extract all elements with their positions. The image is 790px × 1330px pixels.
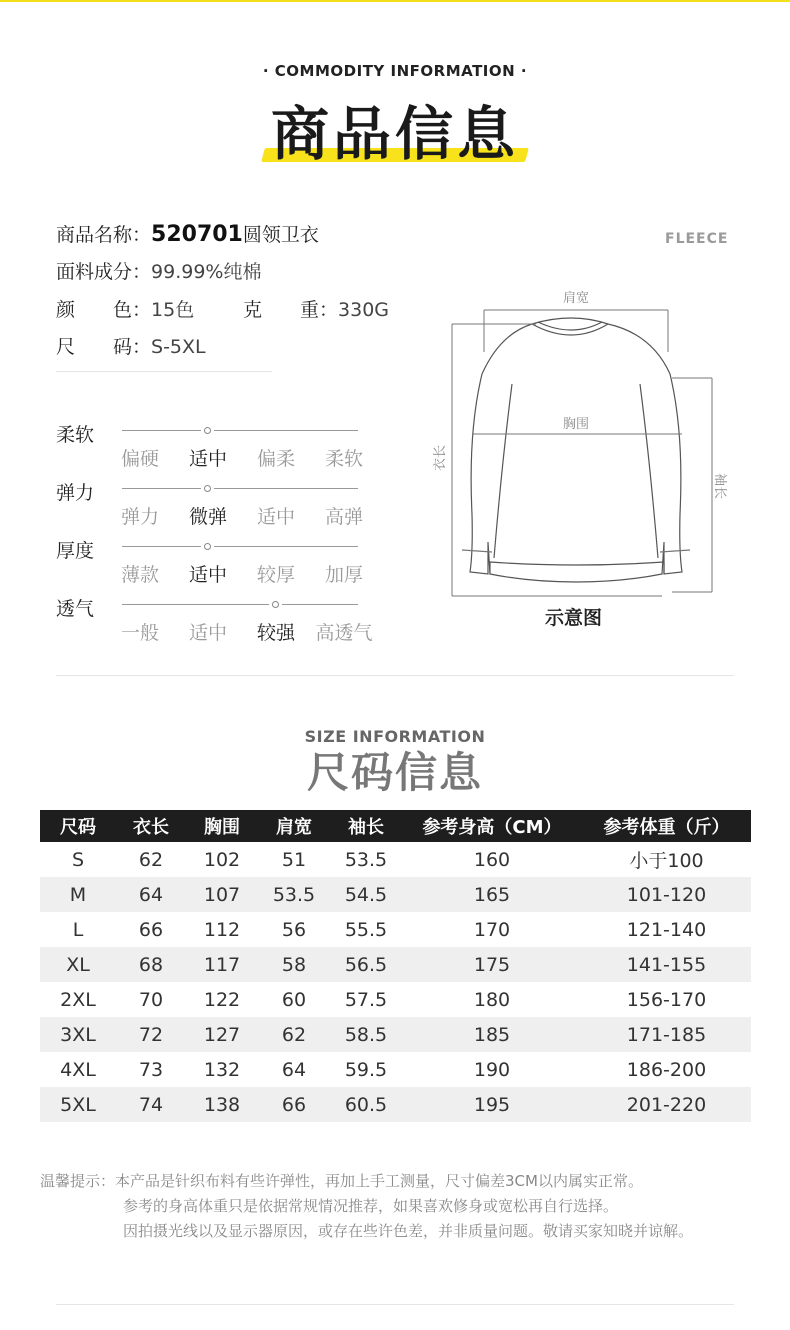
table-cell: 117 (186, 947, 258, 982)
weight-value: 330G (338, 299, 390, 321)
scale-line-left (122, 604, 269, 605)
size-table-header (40, 810, 751, 842)
table-cell: 56.5 (330, 947, 402, 982)
info-fabric-row (56, 258, 261, 286)
table-cell: 53.5 (344, 848, 388, 871)
table-cell: M (40, 877, 116, 912)
size-table-body (40, 842, 751, 1122)
table-cell: 73 (138, 1058, 164, 1081)
table-row (40, 912, 751, 947)
attribute-name: 柔软 (56, 424, 95, 446)
table-cell: 70 (138, 988, 164, 1011)
info-name-row (56, 221, 319, 249)
table-cell: S (71, 848, 85, 871)
shoulder-label: 肩宽 (562, 291, 590, 306)
scale-marker (204, 485, 211, 492)
attribute-option: 偏柔 (256, 448, 295, 470)
attribute-option: 高透气 (315, 622, 373, 644)
table-cell: 64 (281, 1058, 307, 1081)
table-cell: 132 (203, 1058, 241, 1081)
attribute-option: 较强 (256, 622, 295, 644)
table-cell: 55.5 (344, 918, 388, 941)
table-cell: 62 (258, 1017, 330, 1052)
size-header-cell: 胸围 (186, 810, 258, 842)
scale-marker (204, 543, 211, 550)
attribute-option: 适中 (188, 448, 227, 470)
table-cell: 122 (203, 988, 241, 1011)
table-cell: 160 (473, 848, 511, 871)
table-cell: 小于100 (629, 850, 704, 872)
fabric-value: 99.99%纯棉 (151, 261, 262, 283)
attribute-option: 弹力 (120, 506, 159, 528)
table-cell: 102 (203, 848, 241, 871)
table-row (40, 842, 751, 877)
table-cell: 66 (258, 1087, 330, 1122)
weight-label: 克 重： (243, 299, 339, 321)
name-code: 520701 (151, 222, 243, 247)
length-label: 衣长 (433, 444, 448, 472)
size-cn-title: 尺码信息 (306, 748, 483, 797)
attribute-option: 适中 (188, 564, 227, 586)
attribute-name: 厚度 (56, 540, 95, 562)
attribute-name: 透气 (56, 598, 95, 620)
attribute-option: 加厚 (324, 564, 363, 586)
attribute-option: 适中 (256, 506, 295, 528)
measure-lines (452, 310, 712, 596)
note-line-2: 参考的身高体重只是依据常规情况推荐，如果喜欢修身或宽松再自行选择。 (123, 1197, 619, 1215)
bottom-divider (56, 1304, 734, 1305)
table-cell: XL (40, 947, 116, 982)
table-cell: 57.5 (344, 988, 388, 1011)
table-cell: 190 (473, 1058, 511, 1081)
table-cell: 101-120 (582, 877, 751, 912)
scale-marker (204, 427, 211, 434)
table-cell: 58 (258, 947, 330, 982)
attribute-option: 适中 (188, 622, 227, 644)
table-row (40, 947, 751, 982)
table-cell: 62 (138, 848, 164, 871)
table-cell: 201-220 (582, 1087, 751, 1122)
commodity-en-title: · COMMODITY INFORMATION · (262, 62, 528, 80)
table-row (40, 1087, 751, 1122)
info-divider (56, 371, 272, 372)
table-cell: 2XL (60, 988, 96, 1011)
scale-line-right (282, 604, 358, 605)
note-line-1: 温馨提示：本产品是针织布料有些许弹性，再加上手工测量，尺寸偏差3CM以内属实正常。 (40, 1172, 643, 1190)
attribute-name: 弹力 (56, 482, 95, 504)
info-size-row (56, 333, 206, 361)
table-cell: 141-155 (582, 947, 751, 982)
name-text: 圆领卫衣 (242, 224, 319, 246)
table-row (40, 1052, 751, 1087)
commodity-cn-title (271, 98, 519, 170)
attribute-option: 高弹 (324, 506, 363, 528)
table-cell: 195 (402, 1087, 582, 1122)
table-cell: 53.5 (258, 877, 330, 912)
size-table (40, 810, 751, 1122)
scale-line-left (122, 430, 201, 431)
attribute-option: 一般 (120, 622, 159, 644)
size-header-cell: 衣长 (116, 810, 186, 842)
table-cell: 165 (402, 877, 582, 912)
table-cell: 68 (116, 947, 186, 982)
scale-line-left (122, 546, 201, 547)
commodity-title-wrap (0, 98, 790, 170)
sweatshirt-diagram (432, 282, 727, 600)
table-cell: 66 (138, 918, 164, 941)
attribute-option: 薄款 (120, 564, 159, 586)
table-cell: 56 (281, 918, 307, 941)
table-cell: 64 (116, 877, 186, 912)
scale-line-left (122, 488, 201, 489)
chest-label: 胸围 (562, 417, 590, 432)
size-label: 尺 码： (56, 336, 152, 358)
size-header-cell: 袖长 (330, 810, 402, 842)
diagram-caption: 示意图 (545, 607, 603, 629)
table-cell: 156-170 (626, 988, 707, 1011)
table-cell: 54.5 (330, 877, 402, 912)
color-label: 颜 色： (56, 299, 152, 321)
scale-line-right (214, 430, 358, 431)
table-cell: 59.5 (344, 1058, 388, 1081)
table-cell: 107 (186, 877, 258, 912)
table-cell: 171-185 (582, 1017, 751, 1052)
table-cell: 60 (281, 988, 307, 1011)
table-cell: 51 (281, 848, 307, 871)
scale-line-right (214, 488, 358, 489)
table-cell: 58.5 (330, 1017, 402, 1052)
table-cell: 121-140 (626, 918, 707, 941)
table-cell: 5XL (40, 1087, 116, 1122)
fleece-tag: FLEECE (665, 231, 729, 247)
top-accent-line (0, 0, 790, 2)
table-cell: L (72, 918, 84, 941)
table-cell: 138 (186, 1087, 258, 1122)
attribute-option: 柔软 (324, 448, 363, 470)
table-cell: 60.5 (330, 1087, 402, 1122)
attribute-option: 偏硬 (120, 448, 159, 470)
table-cell: 112 (203, 918, 241, 941)
color-value: 15色 (151, 299, 195, 321)
table-cell: 185 (402, 1017, 582, 1052)
table-cell: 186-200 (626, 1058, 707, 1081)
sleeve-label: 袖长 (712, 472, 727, 500)
size-header-cell: 参考体重（斤） (582, 810, 751, 842)
note-line-3: 因拍摄光线以及显示器原因，或存在些许色差，并非质量问题。敬请买家知晓并谅解。 (123, 1222, 694, 1240)
table-cell: 127 (186, 1017, 258, 1052)
commodity-cn-title-text: 商品信息 (270, 100, 519, 168)
size-header-cell: 尺码 (40, 810, 116, 842)
table-cell: 3XL (40, 1017, 116, 1052)
size-header-cell: 肩宽 (258, 810, 330, 842)
size-header-cell: 参考身高（CM） (402, 810, 582, 842)
size-en-title: SIZE INFORMATION (304, 727, 486, 746)
table-row (40, 982, 751, 1017)
section-divider (56, 675, 734, 676)
table-row (40, 877, 751, 912)
sweatshirt-outline (462, 318, 690, 582)
fabric-label: 面料成分： (56, 261, 152, 283)
attribute-option: 微弹 (188, 506, 227, 528)
name-label: 商品名称： (56, 224, 152, 246)
table-cell: 180 (473, 988, 511, 1011)
table-cell: 72 (116, 1017, 186, 1052)
table-cell: 175 (402, 947, 582, 982)
scale-line-right (214, 546, 358, 547)
info-weight-row (243, 296, 389, 324)
table-cell: 170 (473, 918, 511, 941)
info-color-row (56, 296, 194, 324)
table-row (40, 1017, 751, 1052)
table-cell: 4XL (60, 1058, 96, 1081)
size-value: S-5XL (151, 336, 206, 358)
table-cell: 74 (116, 1087, 186, 1122)
scale-marker (272, 601, 279, 608)
attribute-option: 较厚 (256, 564, 295, 586)
